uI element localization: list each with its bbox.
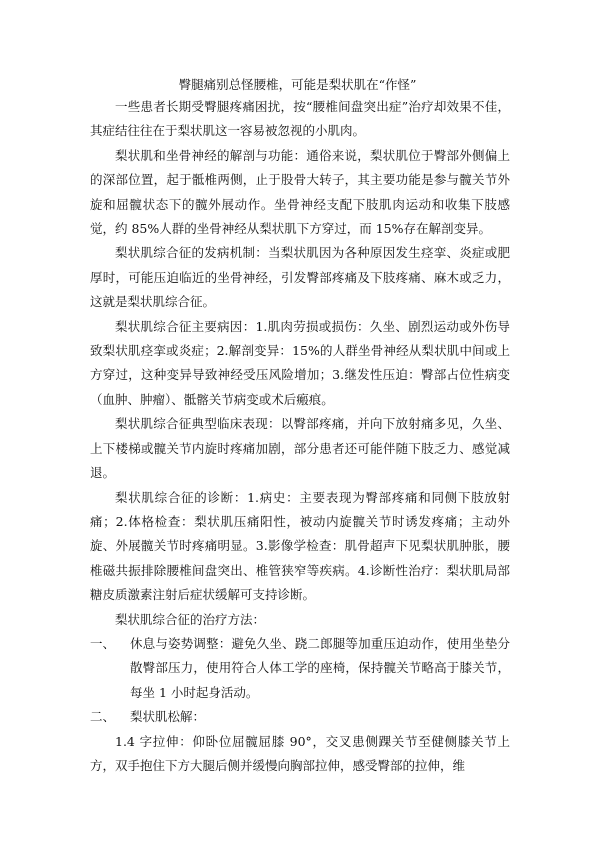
paragraph-symptoms: 梨状肌综合征典型临床表现：以臀部疼痛，并向下放射痛多见，久坐、上下楼梯或髋关节内旋时疼痛加剧，部分患者还可能伴随下肢乏力、感觉减退。 (90, 416, 510, 481)
list-text: 梨状肌松解： (130, 709, 206, 725)
list-item-rest (90, 632, 510, 705)
list-text: 休息与姿势调整：避免久坐、跷二郎腿等加重压迫动作，使用坐垫分散臀部压力，使用符合人体工学的座椅，保持髋关节略高于膝关节，每坐 1 小时起身活动。 (130, 635, 510, 700)
paragraph-intro: 一些患者长期受臀腿疼痛困扰，按“腰椎间盘突出症”治疗却效果不佳，其症结往往在于梨状肌这一容易被忽视的小肌肉。 (90, 99, 510, 139)
list-number: 一、 (90, 635, 116, 651)
list-item-release (90, 705, 510, 729)
document-body (90, 95, 510, 778)
sub-item-stretch: 1.4 字拉伸：仰卧位屈髋屈膝 90°，交叉患侧踝关节至健侧膝关节上方，双手抱住下方大腿后侧并缓慢向胸部拉伸，感受臀部的拉伸，维 (90, 733, 510, 773)
paragraph-anatomy: 梨状肌和坐骨神经的解剖与功能：通俗来说，梨状肌位于臀部外侧偏上的深部位置，起于骶椎两侧，止于股骨大转子，其主要功能是参与髋关节外旋和屈髋状态下的髋外展动作。坐骨神经支配下肢肌肉运动和收集下肢感觉，约 85%人群的坐骨神经从梨状肌下方穿过，而 15%存在解剖变异。 (90, 147, 510, 237)
list-number: 二、 (90, 709, 116, 725)
paragraph-diagnosis: 梨状肌综合征的诊断：1.病史：主要表现为臀部疼痛和同侧下肢放射痛；2.体格检查：梨状肌压痛阳性，被动内旋髋关节时诱发疼痛；主动外旋、外展髋关节时疼痛明显。3.影像学检查：肌骨超声下见梨状肌肿胀，腰椎磁共振排除腰椎间盘突出、椎管狭窄等疾病。4.诊断性治疗：梨状肌局部糖皮质激素注射后症状缓解可支持诊断。 (90, 489, 510, 603)
document-title: 臀腿痛别总怪腰椎，可能是梨状肌在“作怪” (178, 77, 417, 92)
paragraph-treatment-heading: 梨状肌综合征的治疗方法： (115, 611, 266, 627)
paragraph-causes: 梨状肌综合征主要病因：1.肌肉劳损或损伤：久坐、剧烈运动或外伤导致梨状肌痉挛或炎症；2.解剖变异：15%的人群坐骨神经从梨状肌中间或上方穿过，这种变异导致神经受压风险增加；3.继发性压迫：臀部占位性病变（血肿、肿瘤）、骶髂关节病变或术后瘢痕。 (90, 318, 510, 407)
paragraph-mechanism: 梨状肌综合征的发病机制：当梨状肌因为各种原因发生痉挛、炎症或肥厚时，可能压迫临近的坐骨神经，引发臀部疼痛及下肢疼痛、麻木或乏力，这就是梨状肌综合征。 (90, 245, 510, 310)
